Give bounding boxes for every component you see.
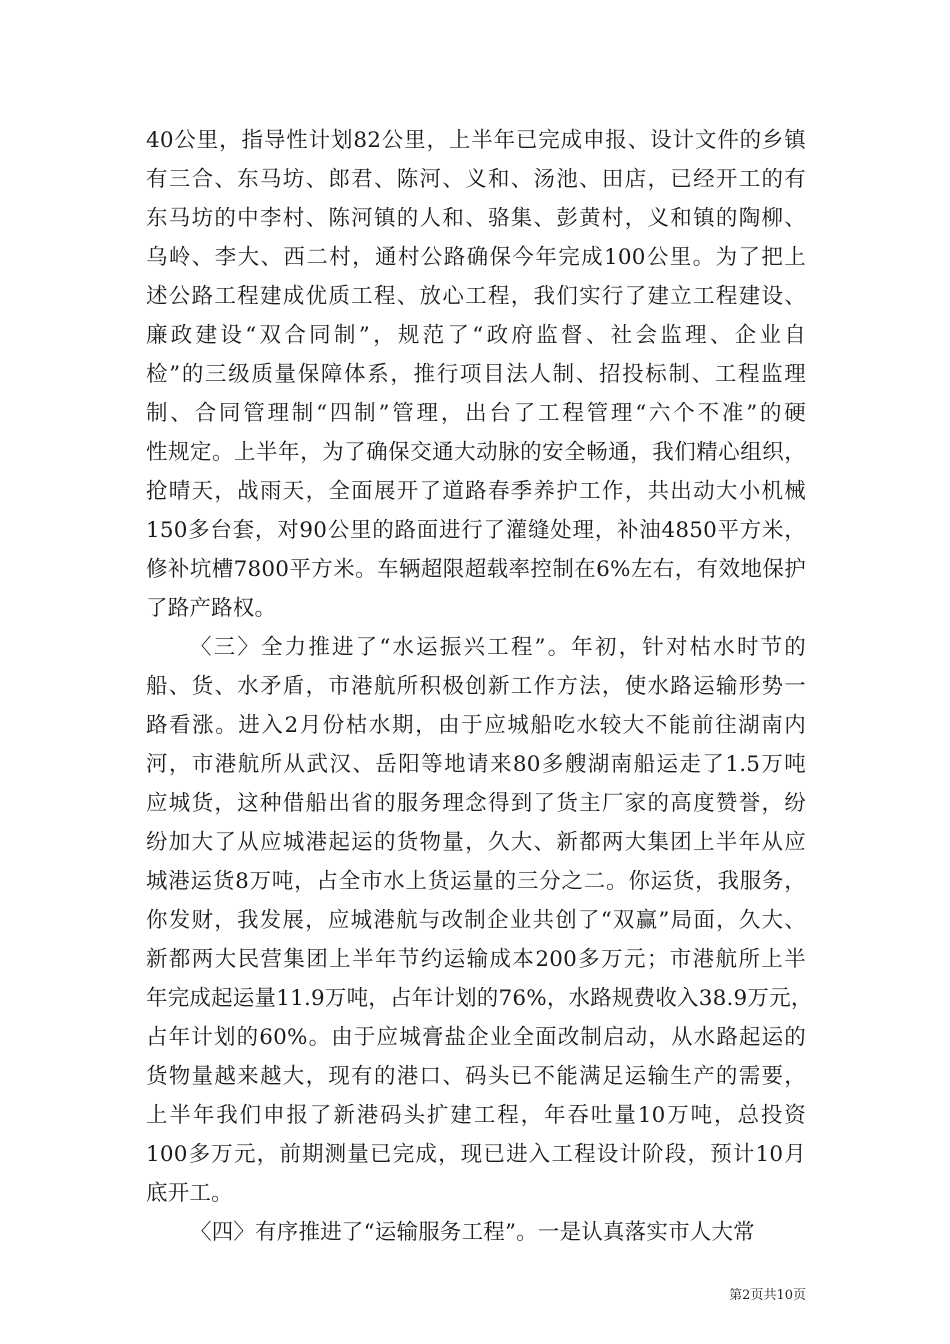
text-line: 廉政建设“双合同制”，规范了“政府监督、社会监理、企业自 <box>146 323 806 348</box>
text-line: 修补坑槽7800平方米。车辆超限超载率控制在6%左右，有效地保护 <box>146 557 806 582</box>
text-line: 检”的三级质量保障体系，推行项目法人制、招投标制、工程监理 <box>146 362 806 387</box>
section-heading-line: 〈四〉有序推进了“运输服务工程”。一是认真落实市人大常 <box>190 1220 755 1245</box>
text-line: 述公路工程建成优质工程、放心工程，我们实行了建立工程建设、 <box>146 284 806 309</box>
text-line: 纷加大了从应城港起运的货物量，久大、新都两大集团上半年从应 <box>146 830 806 855</box>
text-line: 40公里，指导性计划82公里，上半年已完成申报、设计文件的乡镇 <box>146 128 806 153</box>
page-number-footer: 第2页共10页 <box>729 1288 806 1303</box>
text-line: 占年计划的60%。由于应城膏盐企业全面改制启动，从水路起运的 <box>146 1025 806 1050</box>
text-line: 抢晴天，战雨天，全面展开了道路春季养护工作，共出动大小机械 <box>146 479 806 504</box>
document-body <box>146 121 813 1252</box>
text-line: 新都两大民营集团上半年节约运输成本200多万元；市港航所上半 <box>146 947 806 972</box>
text-line: 东马坊的中李村、陈河镇的人和、骆集、彭黄村，义和镇的陶柳、 <box>146 206 806 231</box>
text-line: 货物量越来越大，现有的港口、码头已不能满足运输生产的需要， <box>146 1064 806 1089</box>
text-line: 路看涨。进入2月份枯水期，由于应城船吃水较大不能前往湖南内 <box>146 713 806 738</box>
text-line: 制、合同管理制“四制”管理，出台了工程管理“六个不准”的硬 <box>146 401 806 426</box>
text-line: 你发财，我发展，应城港航与改制企业共创了“双赢”局面，久大、 <box>146 908 806 933</box>
text-line: 性规定。上半年，为了确保交通大动脉的安全畅通，我们精心组织， <box>146 440 806 465</box>
text-line: 了路产路权。 <box>146 596 277 621</box>
text-line: 底开工。 <box>146 1181 233 1206</box>
text-line: 100多万元，前期测量已完成，现已进入工程设计阶段，预计10月 <box>146 1142 806 1167</box>
section-heading-line: 〈三〉全力推进了“水运振兴工程”。年初，针对枯水时节的 <box>190 635 806 660</box>
text-line: 河，市港航所从武汉、岳阳等地请来80多艘湖南船运走了1.5万吨 <box>146 752 806 777</box>
text-line: 年完成起运量11.9万吨，占年计划的76%，水路规费收入38.9万元， <box>146 986 813 1011</box>
text-line: 应城货，这种借船出省的服务理念得到了货主厂家的高度赞誉，纷 <box>146 791 806 816</box>
text-line: 150多台套，对90公里的路面进行了灌缝处理，补油4850平方米， <box>146 518 806 543</box>
text-line: 有三合、东马坊、郎君、陈河、义和、汤池、田店，已经开工的有 <box>146 167 806 192</box>
text-line: 乌岭、李大、西二村，通村公路确保今年完成100公里。为了把上 <box>146 245 806 270</box>
text-line: 上半年我们申报了新港码头扩建工程，年吞吐量10万吨，总投资 <box>146 1103 806 1128</box>
text-line: 城港运货8万吨，占全市水上货运量的三分之二。你运货，我服务， <box>146 869 806 894</box>
text-line: 船、货、水矛盾，市港航所积极创新工作方法，使水路运输形势一 <box>146 674 806 699</box>
